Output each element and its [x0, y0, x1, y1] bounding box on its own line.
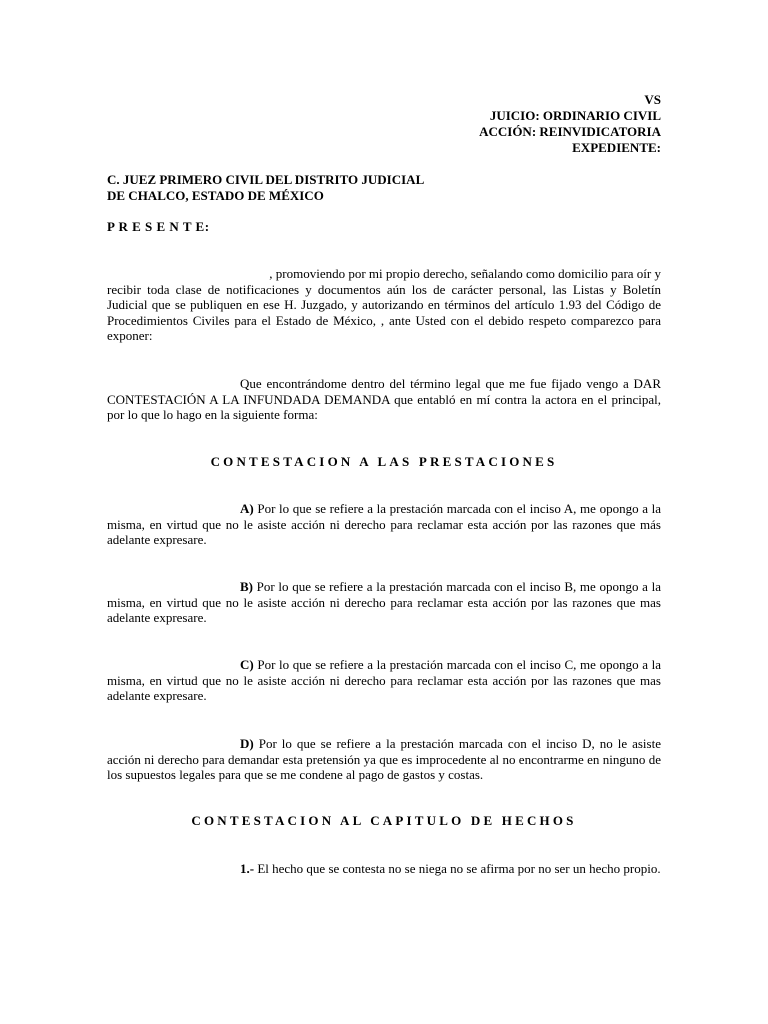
prestacion-a	[107, 501, 661, 548]
prestacion-label: C)	[240, 657, 254, 672]
second-paragraph	[107, 376, 661, 423]
prestacion-d	[107, 736, 661, 783]
hecho-1	[107, 861, 661, 878]
prestacion-label: B)	[240, 579, 253, 594]
section-title-hechos: CONTESTACION AL CAPITULO DE HECHOS	[191, 813, 577, 828]
prestacion-label: A)	[240, 501, 254, 516]
header-expediente: EXPEDIENTE:	[572, 140, 661, 155]
intro-paragraph	[107, 266, 661, 344]
header-accion: ACCIÓN: REINVIDICATORIA	[479, 124, 661, 139]
prestacion-c	[107, 657, 661, 704]
prestacion-text: Por lo que se refiere a la prestación marcada con el inciso C, me opongo a la misma, en virtud que no le asiste acción ni derecho para reclamar esta acción por las razones que mas adelante expresare.	[107, 657, 661, 704]
hecho-label: 1.-	[240, 861, 255, 876]
intro-rest: recibir toda clase de notificaciones y documentos aún los de carácter personal, las Listas y Boletín Judicial que se publiquen en ese H. Juzgado, y autorizando en términos del artículo 1.93 del Código de Procedimientos Civiles para el Estado de México, , ante Usted con el debido respeto comparezco para exponer:	[107, 281, 661, 344]
hecho-text: El hecho que se contesta no se niega no se afirma por no ser un hecho propio.	[254, 861, 661, 876]
presente-heading: P R E S E N T E:	[107, 219, 210, 234]
addressee-line-1: C. JUEZ PRIMERO CIVIL DEL DISTRITO JUDICIAL	[107, 172, 425, 187]
prestacion-text: Por lo que se refiere a la prestación marcada con el inciso B, me opongo a la misma, en virtud que no le asiste acción ni derecho para reclamar esta acción por las razones que mas adelante expresare.	[107, 579, 661, 626]
header-juicio: JUICIO: ORDINARIO CIVIL	[489, 108, 661, 123]
intro-first-line: , promoviendo por mi propio derecho, señalando como domicilio para oír y	[269, 266, 661, 281]
prestacion-b	[107, 579, 661, 626]
section-title-prestaciones: CONTESTACION A LAS PRESTACIONES	[210, 454, 558, 469]
second-paragraph-text: Que encontrándome dentro del término legal que me fue fijado vengo a DAR CONTESTACIÓN A LA INFUNDADA DEMANDA que entabló en mí contra la actora en el principal, por lo que lo hago en la siguiente forma:	[107, 376, 661, 423]
prestacion-text: Por lo que se refiere a la prestación marcada con el inciso D, no le asiste acción ni derecho para demandar esta pretensión ya que es improcedente al no encontrarme en ninguno de los supuestos legales para que se me condene al pago de gastos y costas.	[107, 736, 661, 783]
prestacion-text: Por lo que se refiere a la prestación marcada con el inciso A, me opongo a la misma, en virtud que no le asiste acción ni derecho para reclamar esta acción por las razones que más adelante expresare.	[107, 501, 661, 548]
prestacion-label: D)	[240, 736, 254, 751]
header-vs: VS	[644, 92, 661, 107]
addressee-line-2: DE CHALCO, ESTADO DE MÉXICO	[107, 188, 324, 203]
